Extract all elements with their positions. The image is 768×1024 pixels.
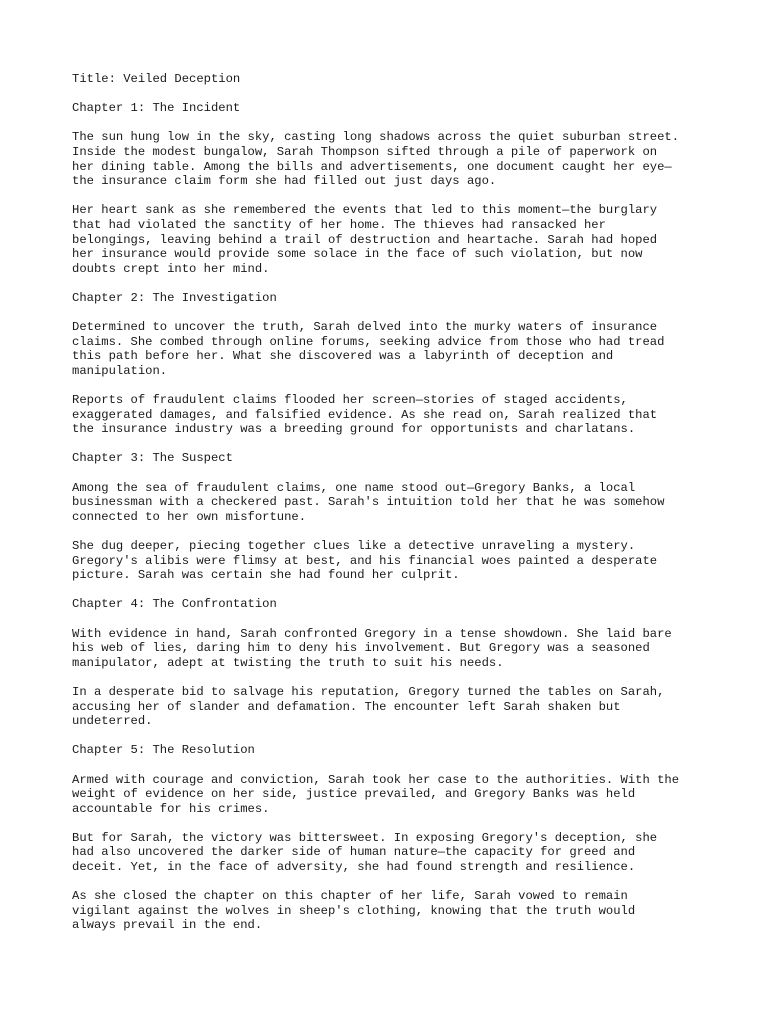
heading-text: Chapter 2: The Investigation [72,290,277,305]
paragraph-line: Gregory's alibis were flimsy at best, and his financial woes painted a desperate [72,553,658,568]
paragraph-line: the insurance industry was a breeding ground for opportunists and charlatans. [72,422,636,437]
paragraph-line: weight of evidence on her side, justice prevailed, and Gregory Banks was held [72,787,636,802]
paragraph [72,130,712,188]
paragraph [72,831,712,875]
paragraph [72,773,712,817]
paragraph [72,627,712,671]
paragraph-line: Her heart sank as she remembered the events that led to this moment—the burglary [72,203,658,218]
paragraph-line: The sun hung low in the sky, casting long shadows across the quiet suburban street. [72,130,680,145]
paragraph-line: this path before her. What she discovered was a labyrinth of deception and [72,349,614,364]
paragraph-line: exaggerated damages, and falsified evidence. As she read on, Sarah realized that [72,407,658,422]
paragraph-line: Determined to uncover the truth, Sarah delved into the murky waters of insurance [72,320,658,335]
paragraph [72,393,712,437]
chapter-heading [72,743,712,758]
chapter-heading [72,597,712,612]
paragraph-line: Among the sea of fraudulent claims, one name stood out—Gregory Banks, a local [72,480,636,495]
heading-text: Chapter 4: The Confrontation [72,597,277,612]
paragraph-line: undeterred. [72,714,153,729]
document-title: Title: Veiled Deception [72,72,241,86]
paragraph-line: his web of lies, daring him to deny his involvement. But Gregory was a seasoned [72,641,650,656]
paragraph [72,203,712,276]
heading-text: Chapter 3: The Suspect [72,451,233,466]
paragraph-line: manipulation. [72,363,168,378]
paragraph [72,685,712,729]
paragraph-line: manipulator, adept at twisting the truth to suit his needs. [72,655,504,670]
paragraph-line: In a desperate bid to salvage his reputation, Gregory turned the tables on Sarah, [72,684,665,699]
heading-text: Chapter 5: The Resolution [72,743,255,758]
paragraph-line: her insurance would provide some solace in the face of such violation, but now [72,247,643,262]
paragraph-line: With evidence in hand, Sarah confronted Gregory in a tense showdown. She laid bare [72,626,672,641]
paragraph-line: As she closed the chapter on this chapter of her life, Sarah vowed to remain [72,889,628,904]
paragraph-line: always prevail in the end. [72,918,263,933]
paragraph-line: Armed with courage and conviction, Sarah took her case to the authorities. With the [72,772,680,787]
paragraph [72,481,712,525]
paragraph-line: claims. She combed through online forums, seeking advice from those who had tread [72,334,665,349]
paragraph-line: accusing her of slander and defamation. The encounter left Sarah shaken but [72,699,621,714]
paragraph [72,889,712,933]
paragraph-line: her dining table. Among the bills and advertisements, one document caught her eye— [72,159,672,174]
paragraph-line: that had violated the sanctity of her home. The thieves had ransacked her [72,217,606,232]
heading-text: Chapter 1: The Incident [72,101,241,116]
paragraph [72,320,712,378]
paragraph-line: belongings, leaving behind a trail of destruction and heartache. Sarah had hoped [72,232,658,247]
paragraph-line: businessman with a checkered past. Sarah's intuition told her that he was somehow [72,495,665,510]
paragraph-line: deceit. Yet, in the face of adversity, she had found strength and resilience. [72,860,636,875]
paragraph-line: But for Sarah, the victory was bittersweet. In exposing Gregory's deception, she [72,830,658,845]
chapter-heading [72,451,712,466]
paragraph-line: Reports of fraudulent claims flooded her screen—stories of staged accidents, [72,393,628,408]
paragraph-line: accountable for his crimes. [72,801,270,816]
document-body [72,72,712,948]
paragraph-line: doubts crept into her mind. [72,261,270,276]
chapter-heading [72,291,712,306]
paragraph [72,539,712,583]
chapter-heading [72,101,712,116]
paragraph-line: Inside the modest bungalow, Sarah Thompson sifted through a pile of paperwork on [72,144,658,159]
paragraph-line: connected to her own misfortune. [72,509,307,524]
paragraph-line: She dug deeper, piecing together clues like a detective unraveling a mystery. [72,539,636,553]
paragraph-line: picture. Sarah was certain she had found her culprit. [72,568,460,583]
paragraph-line: the insurance claim form she had filled out just days ago. [72,174,497,189]
paragraph-line: had also uncovered the darker side of human nature—the capacity for greed and [72,845,636,860]
paragraph-line: vigilant against the wolves in sheep's clothing, knowing that the truth would [72,903,636,918]
